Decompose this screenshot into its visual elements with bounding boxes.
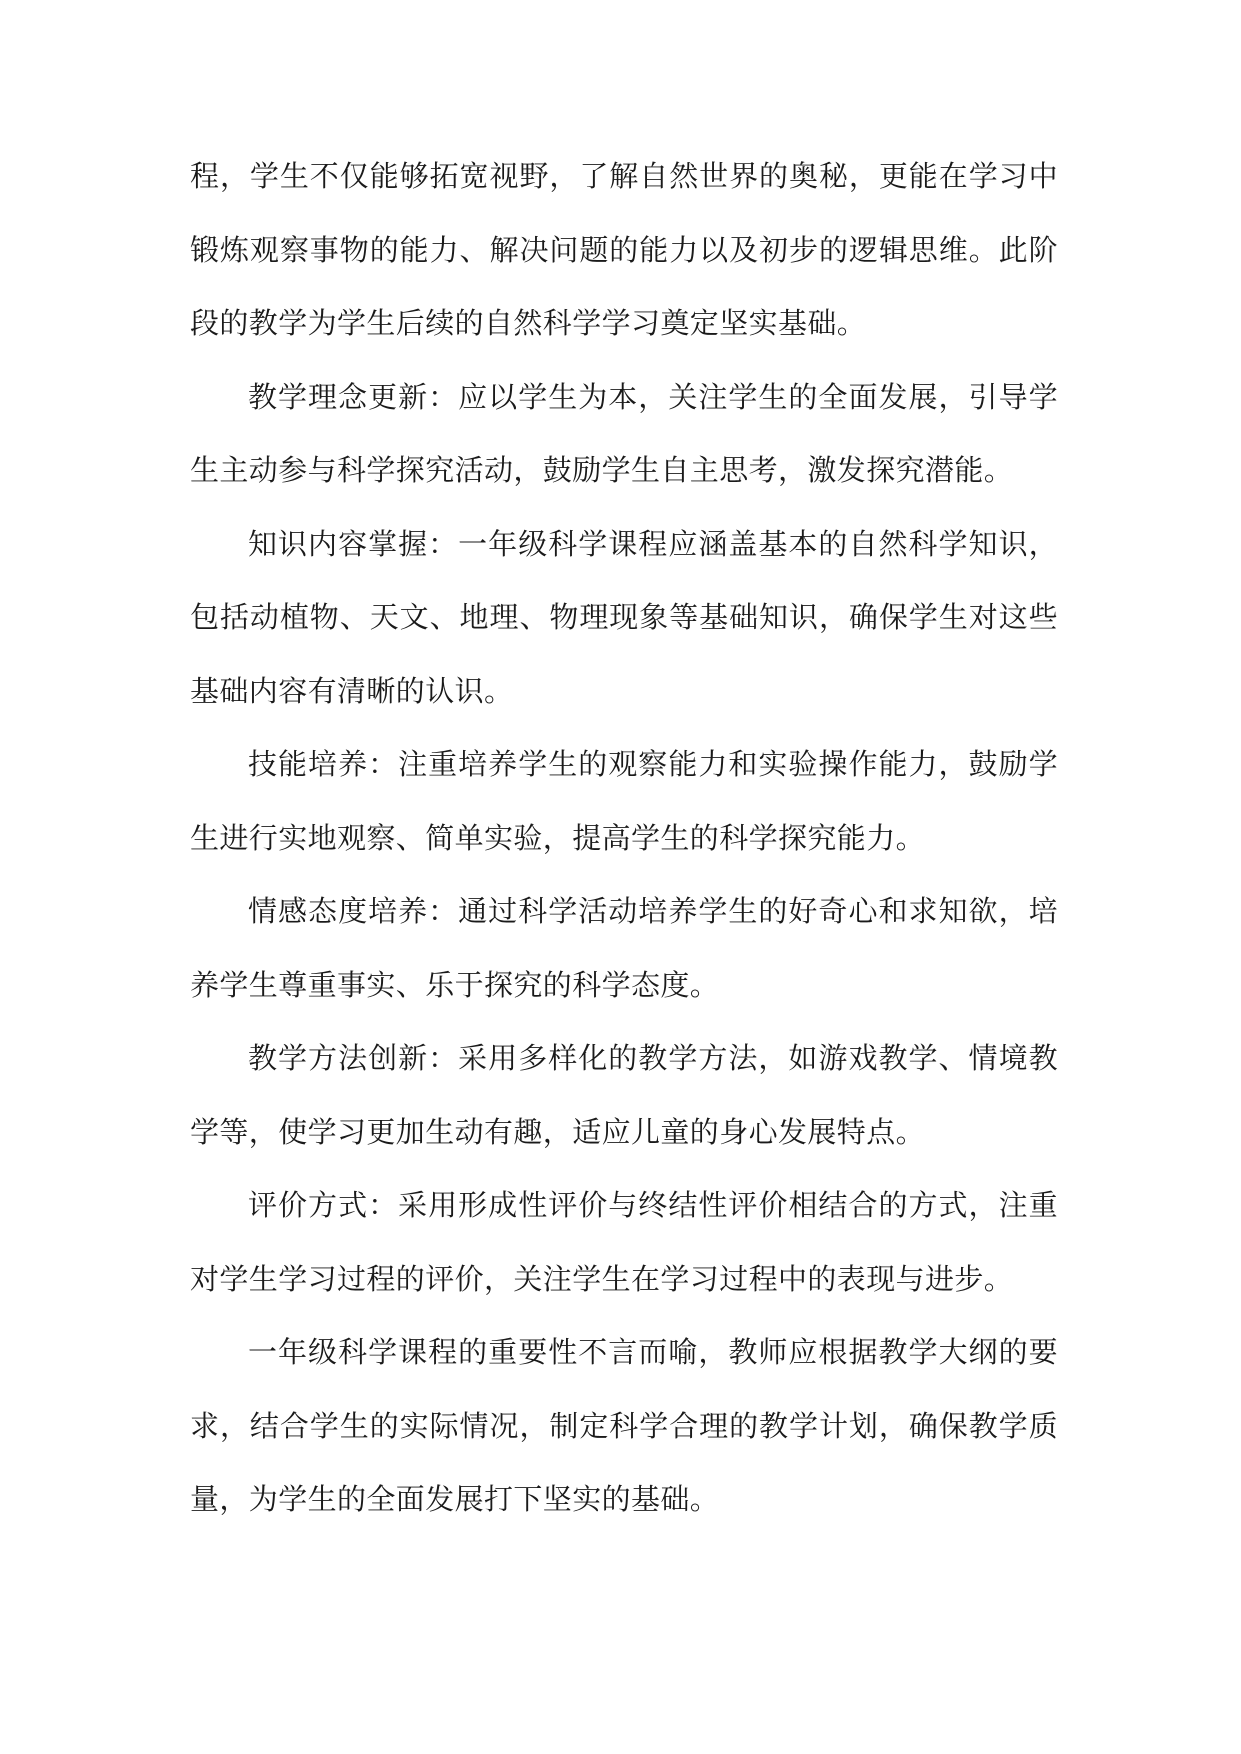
paragraph-conclusion: 一年级科学课程的重要性不言而喻，教师应根据教学大纲的要求，结合学生的实际情况，制定科学合理的教学计划，确保教学质量，为学生的全面发展打下坚实的基础。 (190, 1335, 1058, 1516)
paragraph-continuation: 程，学生不仅能够拓宽视野，了解自然世界的奥秘，更能在学习中锻炼观察事物的能力、解决问题的能力以及初步的逻辑思维。此阶段的教学为学生后续的自然科学学习奠定坚实基础。 (190, 159, 1058, 340)
paragraph-evaluation: 评价方式：采用形成性评价与终结性评价相结合的方式，注重对学生学习过程的评价，关注学生在学习过程中的表现与进步。 (190, 1188, 1058, 1296)
paragraph-teaching-methods: 教学方法创新：采用多样化的教学方法，如游戏教学、情境教学等，使学习更加生动有趣，适应儿童的身心发展特点。 (190, 1041, 1058, 1149)
paragraph-knowledge-content: 知识内容掌握：一年级科学课程应涵盖基本的自然科学知识，包括动植物、天文、地理、物理现象等基础知识，确保学生对这些基础内容有清晰的认识。 (190, 526, 1058, 708)
document-body (190, 140, 1058, 1537)
paragraph-skill-training: 技能培养：注重培养学生的观察能力和实验操作能力，鼓励学生进行实地观察、简单实验，提高学生的科学探究能力。 (190, 747, 1058, 855)
paragraph-attitude-training: 情感态度培养：通过科学活动培养学生的好奇心和求知欲，培养学生尊重事实、乐于探究的科学态度。 (190, 894, 1058, 1002)
paragraph-teaching-philosophy: 教学理念更新：应以学生为本，关注学生的全面发展，引导学生主动参与科学探究活动，鼓励学生自主思考，激发探究潜能。 (190, 379, 1058, 487)
